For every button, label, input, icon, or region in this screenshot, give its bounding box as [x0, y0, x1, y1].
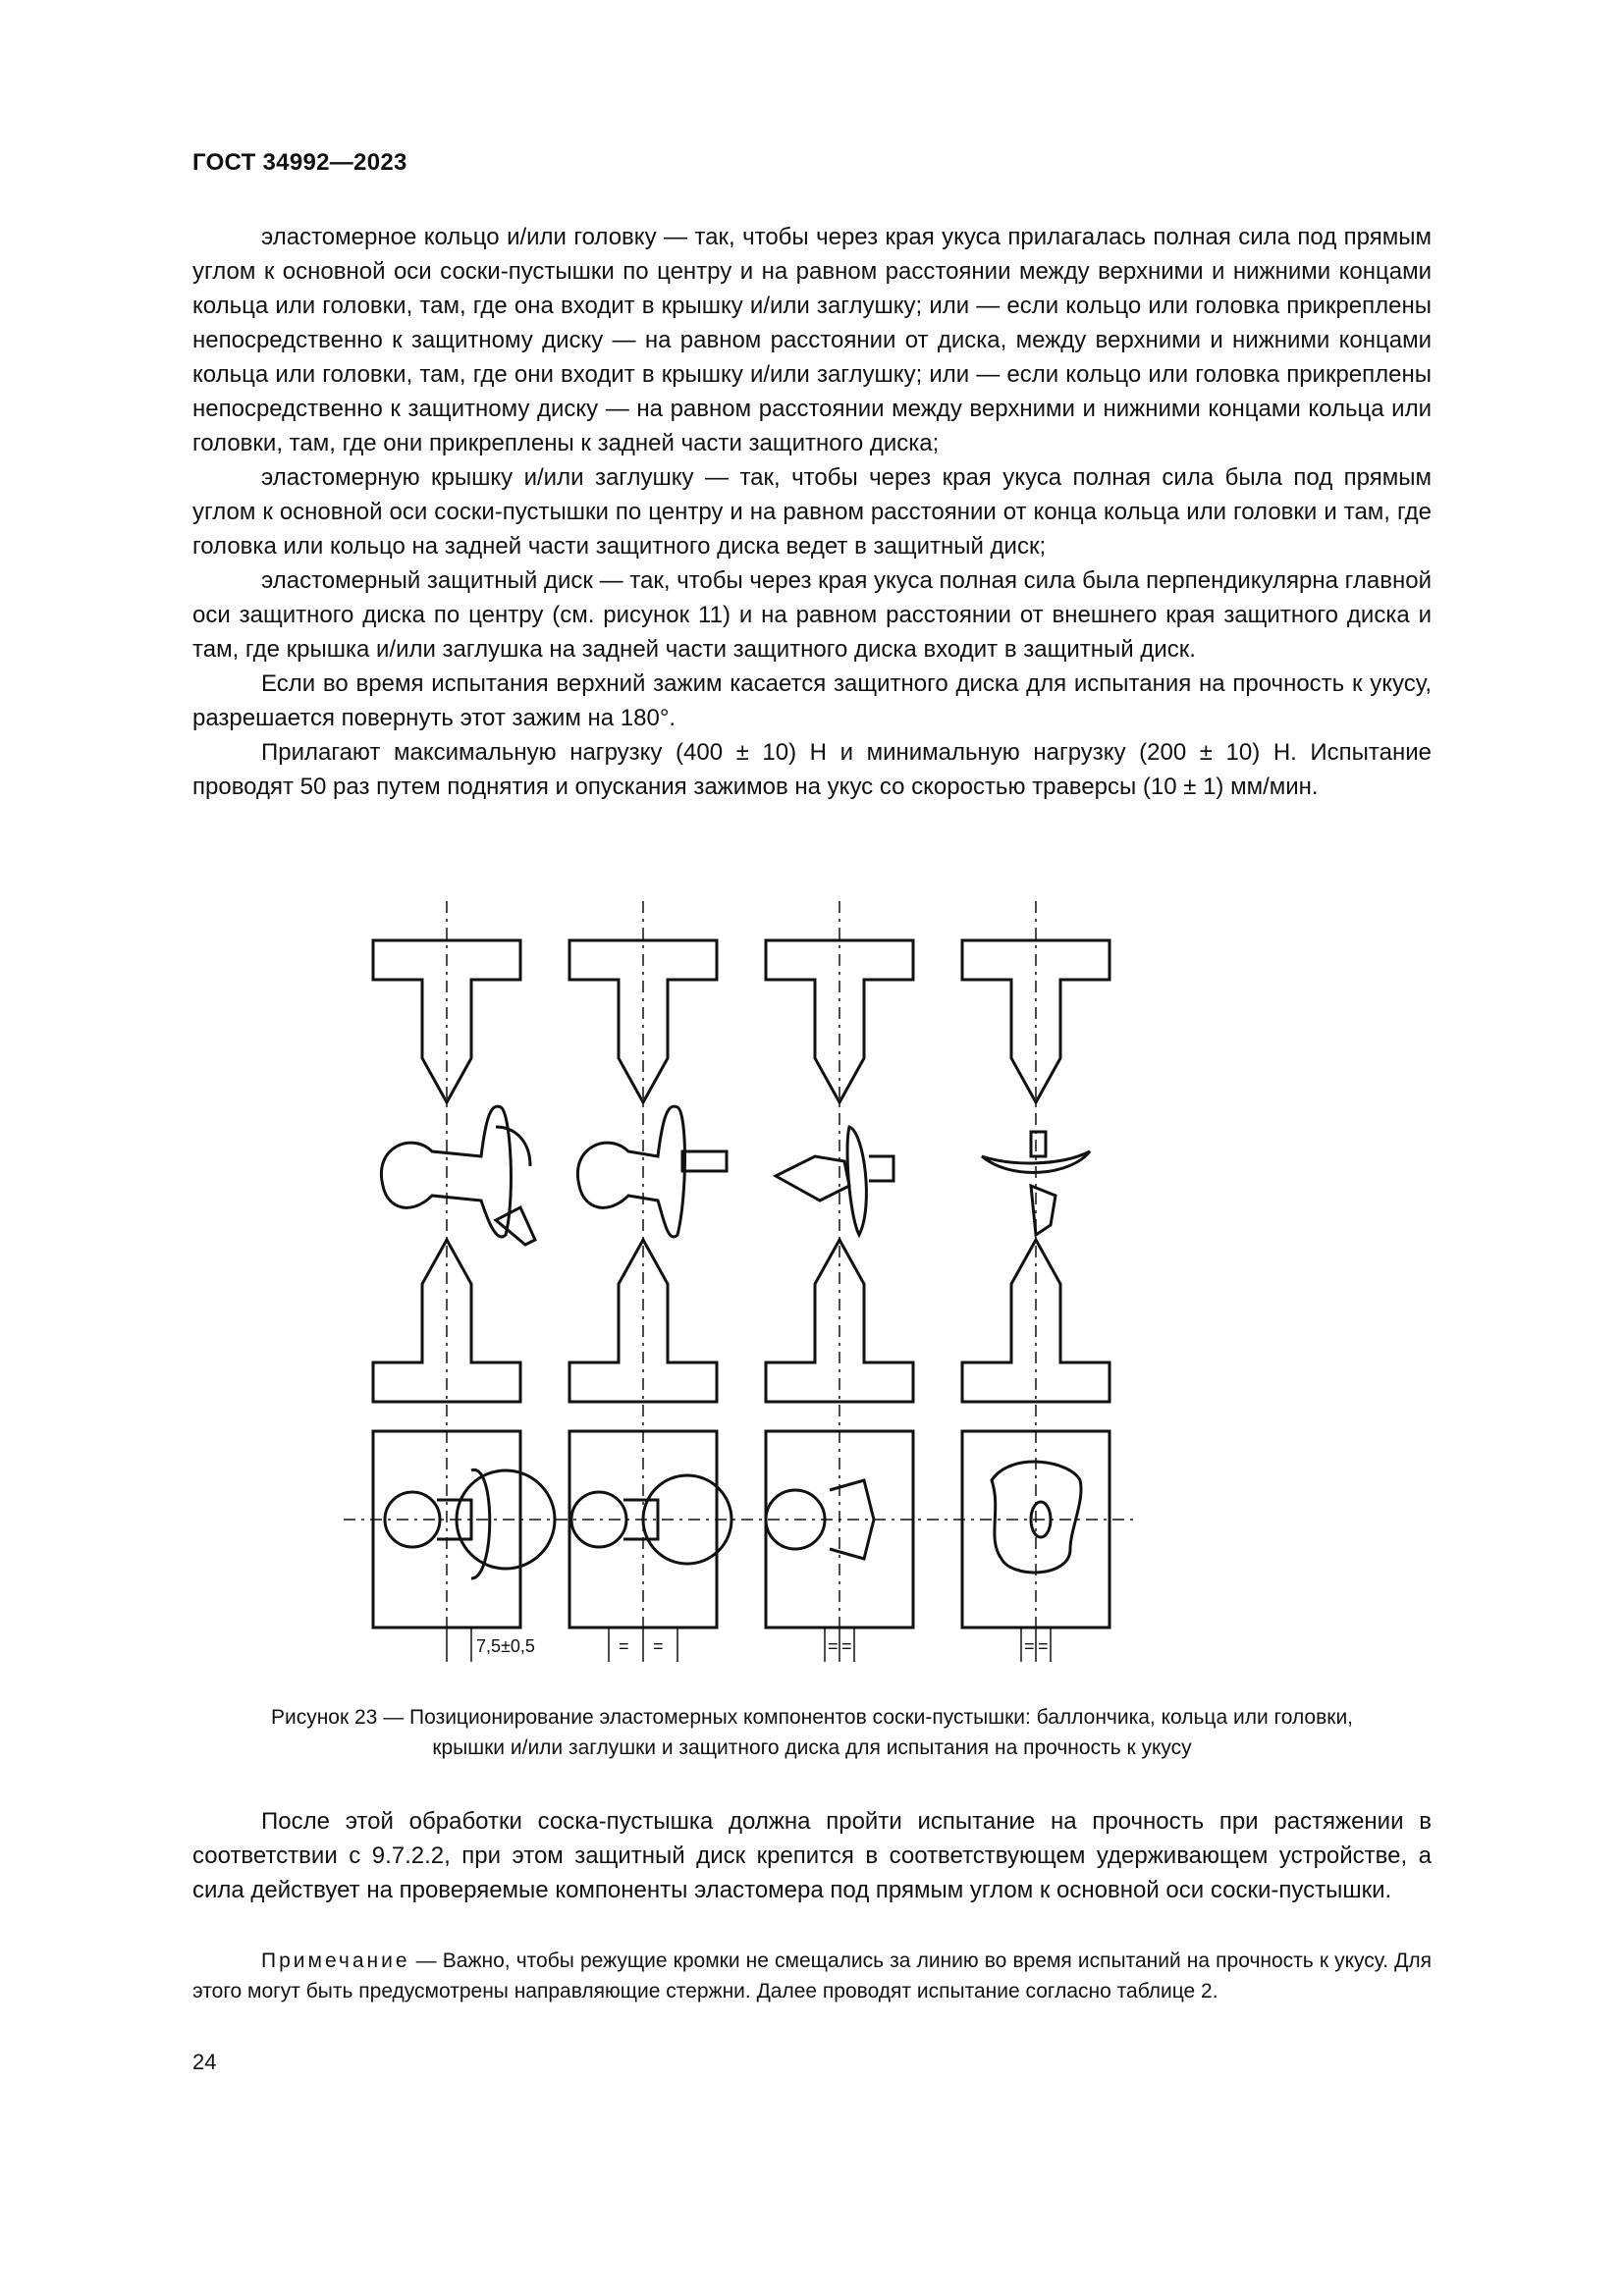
dimension-label: 7,5±0,5 [476, 1636, 535, 1656]
dimension-label: = [653, 1636, 664, 1656]
paragraph: Прилагают максимальную нагрузку (400 ± 10) Н и минимальную нагрузку (200 ± 10) Н. Испытание проводят 50 раз путем поднятия и опускания зажимов на укус со скоростью траверсы (10 ± 1) мм/мин. [192, 739, 1432, 800]
body-text-top [192, 220, 1432, 804]
caption-line: крышки и/или заглушки и защитного диска для испытания на прочность к укусу [432, 1736, 1192, 1759]
body-text-bottom [192, 1804, 1432, 1907]
page-number: 24 [192, 2050, 217, 2074]
paragraph: эластомерное кольцо и/или головку — так, чтобы через края укуса прилагалась полная сила под прямым углом к основной оси соски-пустышки по центру и на равном расстоянии между верхними и нижними концами кольца или головки, там, где она входит в крышку и/или заглушку; или — если кольцо или головка прикреплены непосредственно к защитному диску — на равном расстоянии от диска, между верхними и нижними концами кольца или головки, там, где они входит в крышку и/или заглушку; или — если кольцо или головка прикреплены непосредственно к защитному диску — на равном расстоянии между верхними и нижними концами кольца или головки, там, где они прикреплены к задней части защитного диска; [192, 224, 1432, 456]
paragraph: После этой обработки соска-пустышка должна пройти испытание на прочность при растяжении в соответствии с 9.7.2.2, при этом защитный диск крепится в соответствующем удерживающем устройстве, а сила действует на проверяемые компоненты эластомера под прямым углом к основной оси соски-пустышки. [192, 1808, 1432, 1903]
pacifier-side-view [577, 1106, 727, 1237]
note-text: — Важно, чтобы режущие кромки не смещались за линию во время испытаний на прочность к укусу. Для этого могут быть предусмотрены направляющие стержни. Далее проводят испытание согласно таблице 2. [192, 1949, 1432, 2002]
paragraph: эластомерную крышку и/или заглушку — так, чтобы через края укуса полная сила была под прямым углом к основной оси соски-пустышки по центру и на равном расстоянии от конца кольца или головки и там, где головка или кольцо на задней части защитного диска ведет в защитный диск; [192, 464, 1432, 560]
paragraph: Если во время испытания верхний зажим касается защитного диска для испытания на прочность к укусу, разрешается повернуть этот зажим на 180°. [192, 670, 1432, 731]
note-paragraph [192, 1946, 1432, 2006]
pacifier-side-view [776, 1127, 893, 1235]
pacifier-front-view [373, 1431, 555, 1628]
note-label: Примечание [261, 1949, 410, 1972]
dimension-label: = [1024, 1636, 1035, 1656]
dimension-label: = [1038, 1636, 1049, 1656]
pacifier-side-view [381, 1106, 535, 1245]
dimension-label: = [619, 1636, 629, 1656]
figure-caption [192, 1702, 1432, 1763]
pacifier-front-view [569, 1431, 731, 1628]
figure-23-drawing [324, 901, 1404, 1686]
document-header: ГОСТ 34992—2023 [192, 149, 407, 176]
dimension-label: = [841, 1636, 852, 1656]
dimension-label: = [828, 1636, 839, 1656]
caption-line: Рисунок 23 — Позиционирование эластомерных компонентов соски-пустышки: баллончика, кольца или головки, [270, 1706, 1354, 1729]
paragraph: эластомерный защитный диск — так, чтобы через края укуса полная сила была перпендикулярна главной оси защитного диска по центру (см. рисунок 11) и на равном расстоянии от внешнего края защитного диска и там, где крышка и/или заглушка на задней части защитного диска входит в защитный диск. [192, 567, 1432, 663]
note [192, 1946, 1432, 2006]
